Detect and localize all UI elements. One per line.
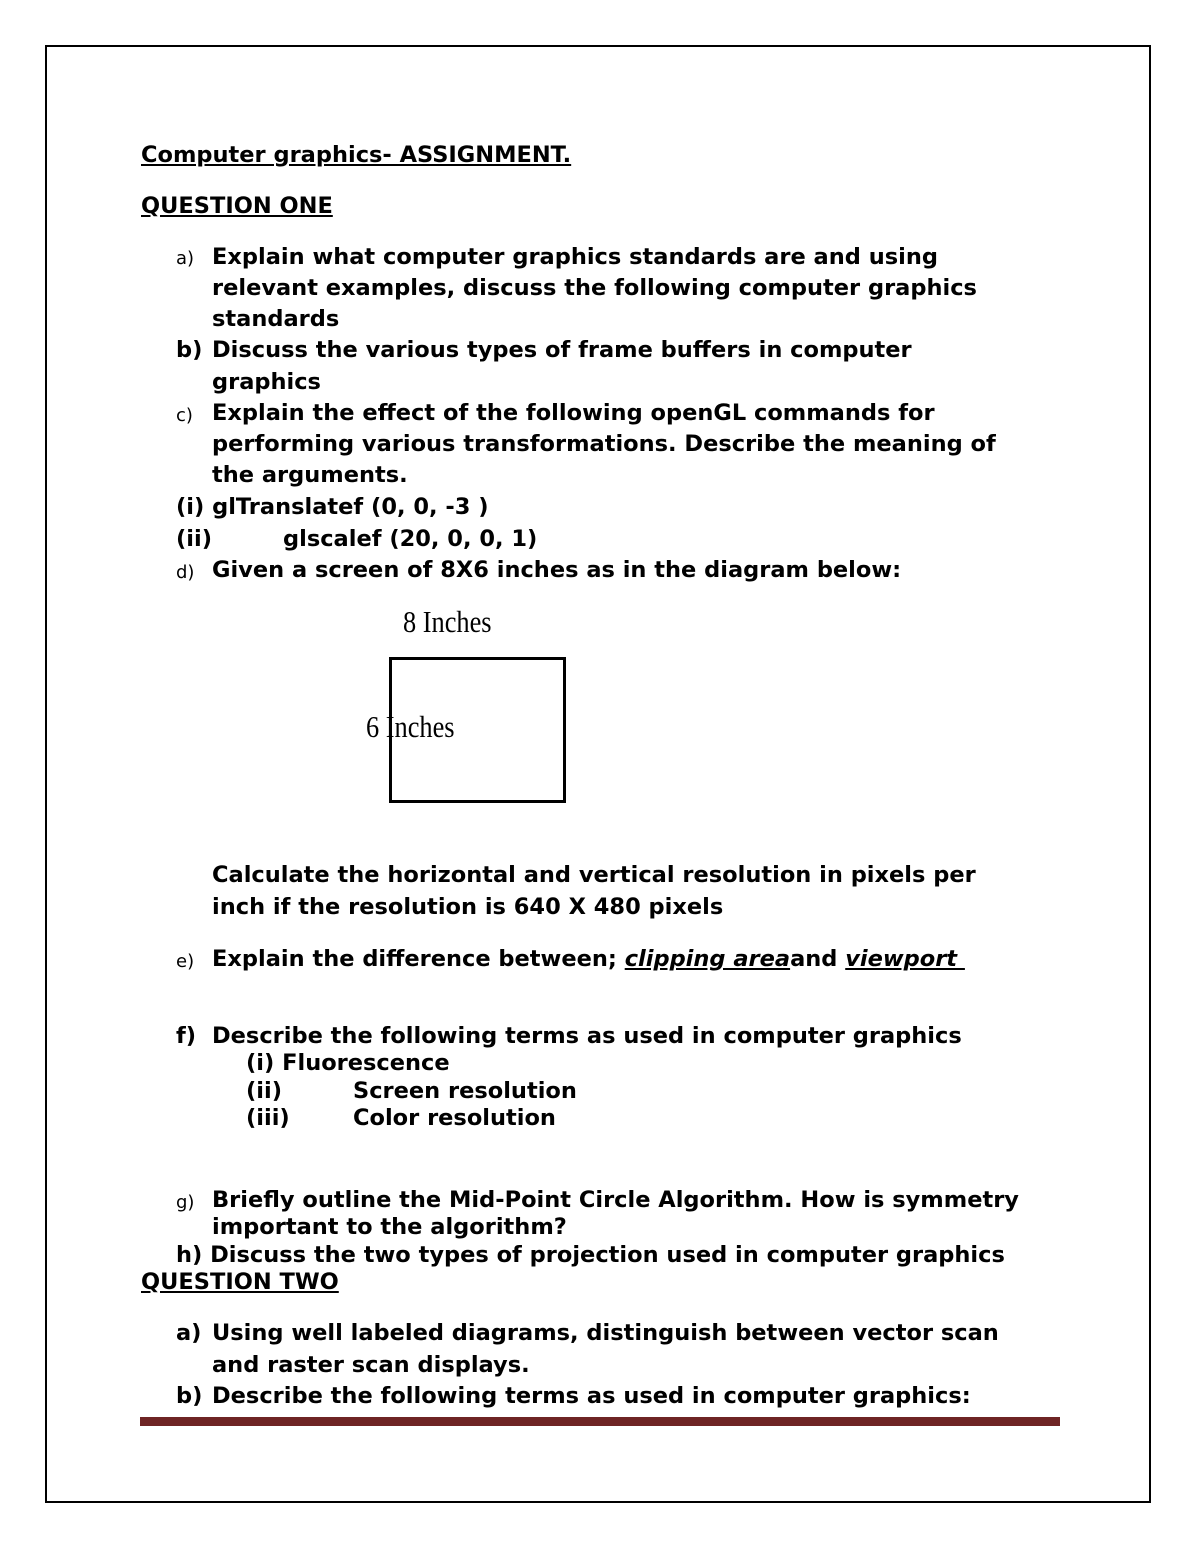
item-e-marker: e): [176, 951, 195, 972]
diagram-width-label: 8 Inches: [403, 604, 492, 639]
item-c-ii-text: glscalef (20, 0, 0, 1): [283, 526, 538, 552]
term-clipping-area: clipping area: [624, 946, 791, 972]
item-g-line-2: important to the algorithm?: [212, 1214, 567, 1240]
term-viewport: viewport: [845, 946, 965, 972]
item-c-line-2: performing various transformations. Describe the meaning of: [212, 431, 996, 457]
item-e-mid: and: [790, 946, 846, 972]
item-h: h) Discuss the two types of projection used in computer graphics: [176, 1242, 1005, 1268]
item-g-line-1: Briefly outline the Mid-Point Circle Algorithm. How is symmetry: [212, 1187, 1019, 1213]
question-one-heading: QUESTION ONE: [141, 193, 333, 219]
item-f-iii-marker: (iii): [246, 1105, 290, 1131]
q2-item-a-line-2: and raster scan displays.: [212, 1352, 530, 1378]
q2-item-b-line: Describe the following terms as used in computer graphics:: [212, 1383, 971, 1409]
footer-rule: [140, 1417, 1060, 1426]
item-e-prefix: Explain the difference between;: [212, 946, 625, 972]
item-c-ii-marker: (ii): [176, 526, 212, 552]
item-c-i: (i) glTranslatef (0, 0, -3 ): [176, 494, 489, 520]
item-a-line-3: standards: [212, 306, 340, 332]
q2-item-a-marker: a): [176, 1320, 202, 1346]
diagram-height-label: 6 Inches: [366, 709, 455, 744]
item-b-line-2: graphics: [212, 369, 321, 395]
item-d-calc-line-2: inch if the resolution is 640 X 480 pixels: [212, 894, 724, 920]
item-f-i: (i) Fluorescence: [246, 1050, 450, 1076]
item-c-line-3: the arguments.: [212, 462, 408, 488]
item-d-marker: d): [176, 562, 195, 583]
item-f-marker: f): [176, 1023, 197, 1049]
question-two-heading: QUESTION TWO: [141, 1269, 339, 1295]
q2-item-a-line-1: Using well labeled diagrams, distinguish between vector scan: [212, 1320, 999, 1346]
item-c-marker: c): [176, 405, 193, 426]
item-g-marker: g): [176, 1192, 195, 1213]
item-f-ii-marker: (ii): [246, 1078, 282, 1104]
q2-item-b-marker: b): [176, 1383, 203, 1409]
item-e-line: [212, 944, 965, 975]
item-a-line-2: relevant examples, discuss the following computer graphics: [212, 275, 977, 301]
item-d-calc-line-1: Calculate the horizontal and vertical resolution in pixels per: [212, 862, 976, 888]
item-f-iii-text: Color resolution: [353, 1105, 556, 1131]
item-b-line-1: Discuss the various types of frame buffers in computer: [212, 337, 912, 363]
item-c-line-1: Explain the effect of the following openGL commands for: [212, 400, 935, 426]
item-d-line: Given a screen of 8X6 inches as in the diagram below:: [212, 557, 902, 583]
item-a-marker: a): [176, 248, 195, 269]
item-b-marker: b): [176, 337, 203, 363]
document-title: Computer graphics- ASSIGNMENT.: [141, 142, 572, 168]
item-f-line: Describe the following terms as used in computer graphics: [212, 1023, 962, 1049]
item-f-ii-text: Screen resolution: [353, 1078, 577, 1104]
item-a-line-1: Explain what computer graphics standards are and using: [212, 244, 938, 270]
